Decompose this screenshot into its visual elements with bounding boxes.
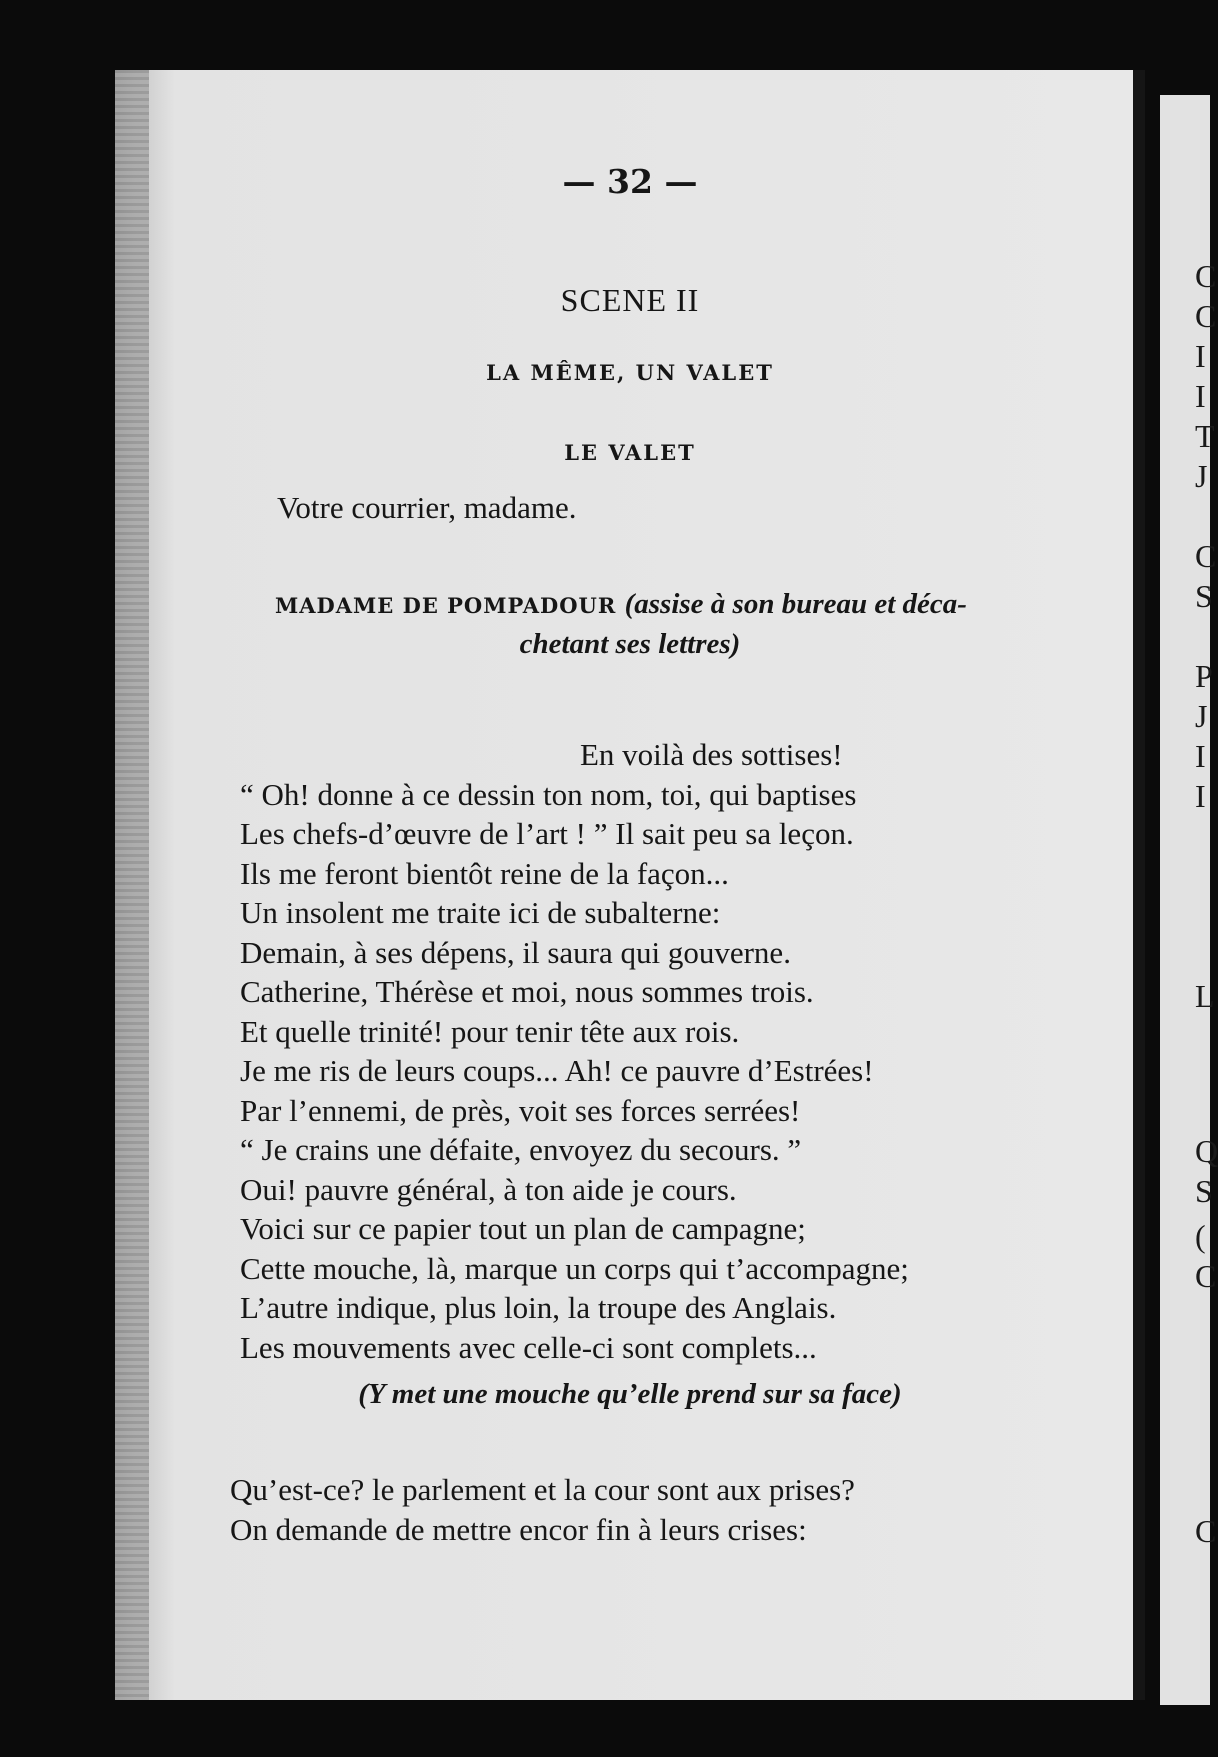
verse-line: Oui! pauvre général, à ton aide je cours.: [240, 1171, 737, 1207]
verse-line: “ Oh! donne à ce dessin ton nom, toi, qui baptises: [240, 776, 857, 812]
verse-block-after: [230, 1470, 855, 1550]
next-page-letter: L: [1195, 978, 1215, 1014]
page-number: — 32 —: [562, 162, 698, 201]
verse-line: “ Je crains une défaite, envoyez du secours. ”: [240, 1132, 802, 1167]
stage-direction-continued: chetant ses lettres): [519, 628, 741, 660]
next-page-letter: I: [1195, 778, 1206, 814]
next-page-letter: J: [1195, 458, 1208, 494]
next-page-letter: C: [1195, 258, 1217, 294]
speaker-valet: LE VALET: [564, 440, 696, 465]
verse-line: Demain, à ses dépens, il saura qui gouverne.: [240, 934, 791, 970]
verse-block: [240, 735, 909, 1367]
verse-line: L’autre indique, plus loin, la troupe des Anglais.: [240, 1290, 837, 1325]
next-page-letter: S: [1195, 578, 1213, 614]
next-page-letter: C: [1195, 1513, 1217, 1549]
next-page-letter: Q: [1195, 1133, 1218, 1169]
next-page-letter: C: [1195, 538, 1217, 574]
verse-line: Qu’est-ce? le parlement et la cour sont aux prises?: [230, 1472, 855, 1507]
next-page-letter: (: [1195, 1218, 1206, 1254]
verse-line: En voilà des sottises!: [580, 737, 843, 772]
verse-line: Ils me feront bientôt reine de la façon...: [240, 855, 729, 891]
next-page-letter: I: [1195, 338, 1206, 374]
next-page-letter: J: [1195, 698, 1208, 734]
verse-line: On demande de mettre encor fin à leurs crises:: [230, 1512, 807, 1547]
verse-line: Je me ris de leurs coups... Ah! ce pauvre d’Estrées!: [240, 1053, 874, 1088]
verse-line: Voici sur ce papier tout un plan de campagne;: [240, 1211, 806, 1246]
verse-line: Par l’ennemi, de près, voit ses forces serrées!: [240, 1092, 801, 1128]
speaker-pompadour: [275, 588, 967, 621]
verse-line: Et quelle trinité! pour tenir tête aux rois.: [240, 1013, 740, 1049]
next-page-letter: I: [1195, 738, 1206, 774]
verse-line: Les mouvements avec celle-ci sont complets...: [240, 1329, 817, 1365]
verse-line: Les chefs-d’œuvre de l’art ! ” Il sait peu sa leçon.: [240, 816, 854, 851]
next-page-edge: [1160, 95, 1218, 1705]
valet-line: Votre courrier, madame.: [277, 490, 577, 525]
scene-characters: LA MÊME, UN VALET: [486, 360, 774, 385]
verse-line: Un insolent me traite ici de subalterne:: [240, 895, 721, 930]
stage-direction: (Y met une mouche qu’elle prend sur sa face): [358, 1378, 902, 1410]
next-page-letter: S: [1195, 1173, 1213, 1209]
stage-direction-inline: (assise à son bureau et déca-: [624, 588, 967, 620]
next-page-letter: C: [1195, 1258, 1217, 1294]
next-page-letter: P: [1195, 658, 1213, 694]
verse-line: Cette mouche, là, marque un corps qui t’accompagne;: [240, 1250, 909, 1286]
next-page-letter: I: [1195, 378, 1206, 414]
scene-title: SCENE II: [560, 282, 700, 318]
next-page-letter: C: [1195, 298, 1217, 334]
verse-line: Catherine, Thérèse et moi, nous sommes trois.: [240, 974, 814, 1009]
next-page-letter: T: [1195, 418, 1215, 454]
book-page: [115, 70, 1145, 1700]
speaker-name: MADAME DE POMPADOUR: [275, 593, 617, 618]
